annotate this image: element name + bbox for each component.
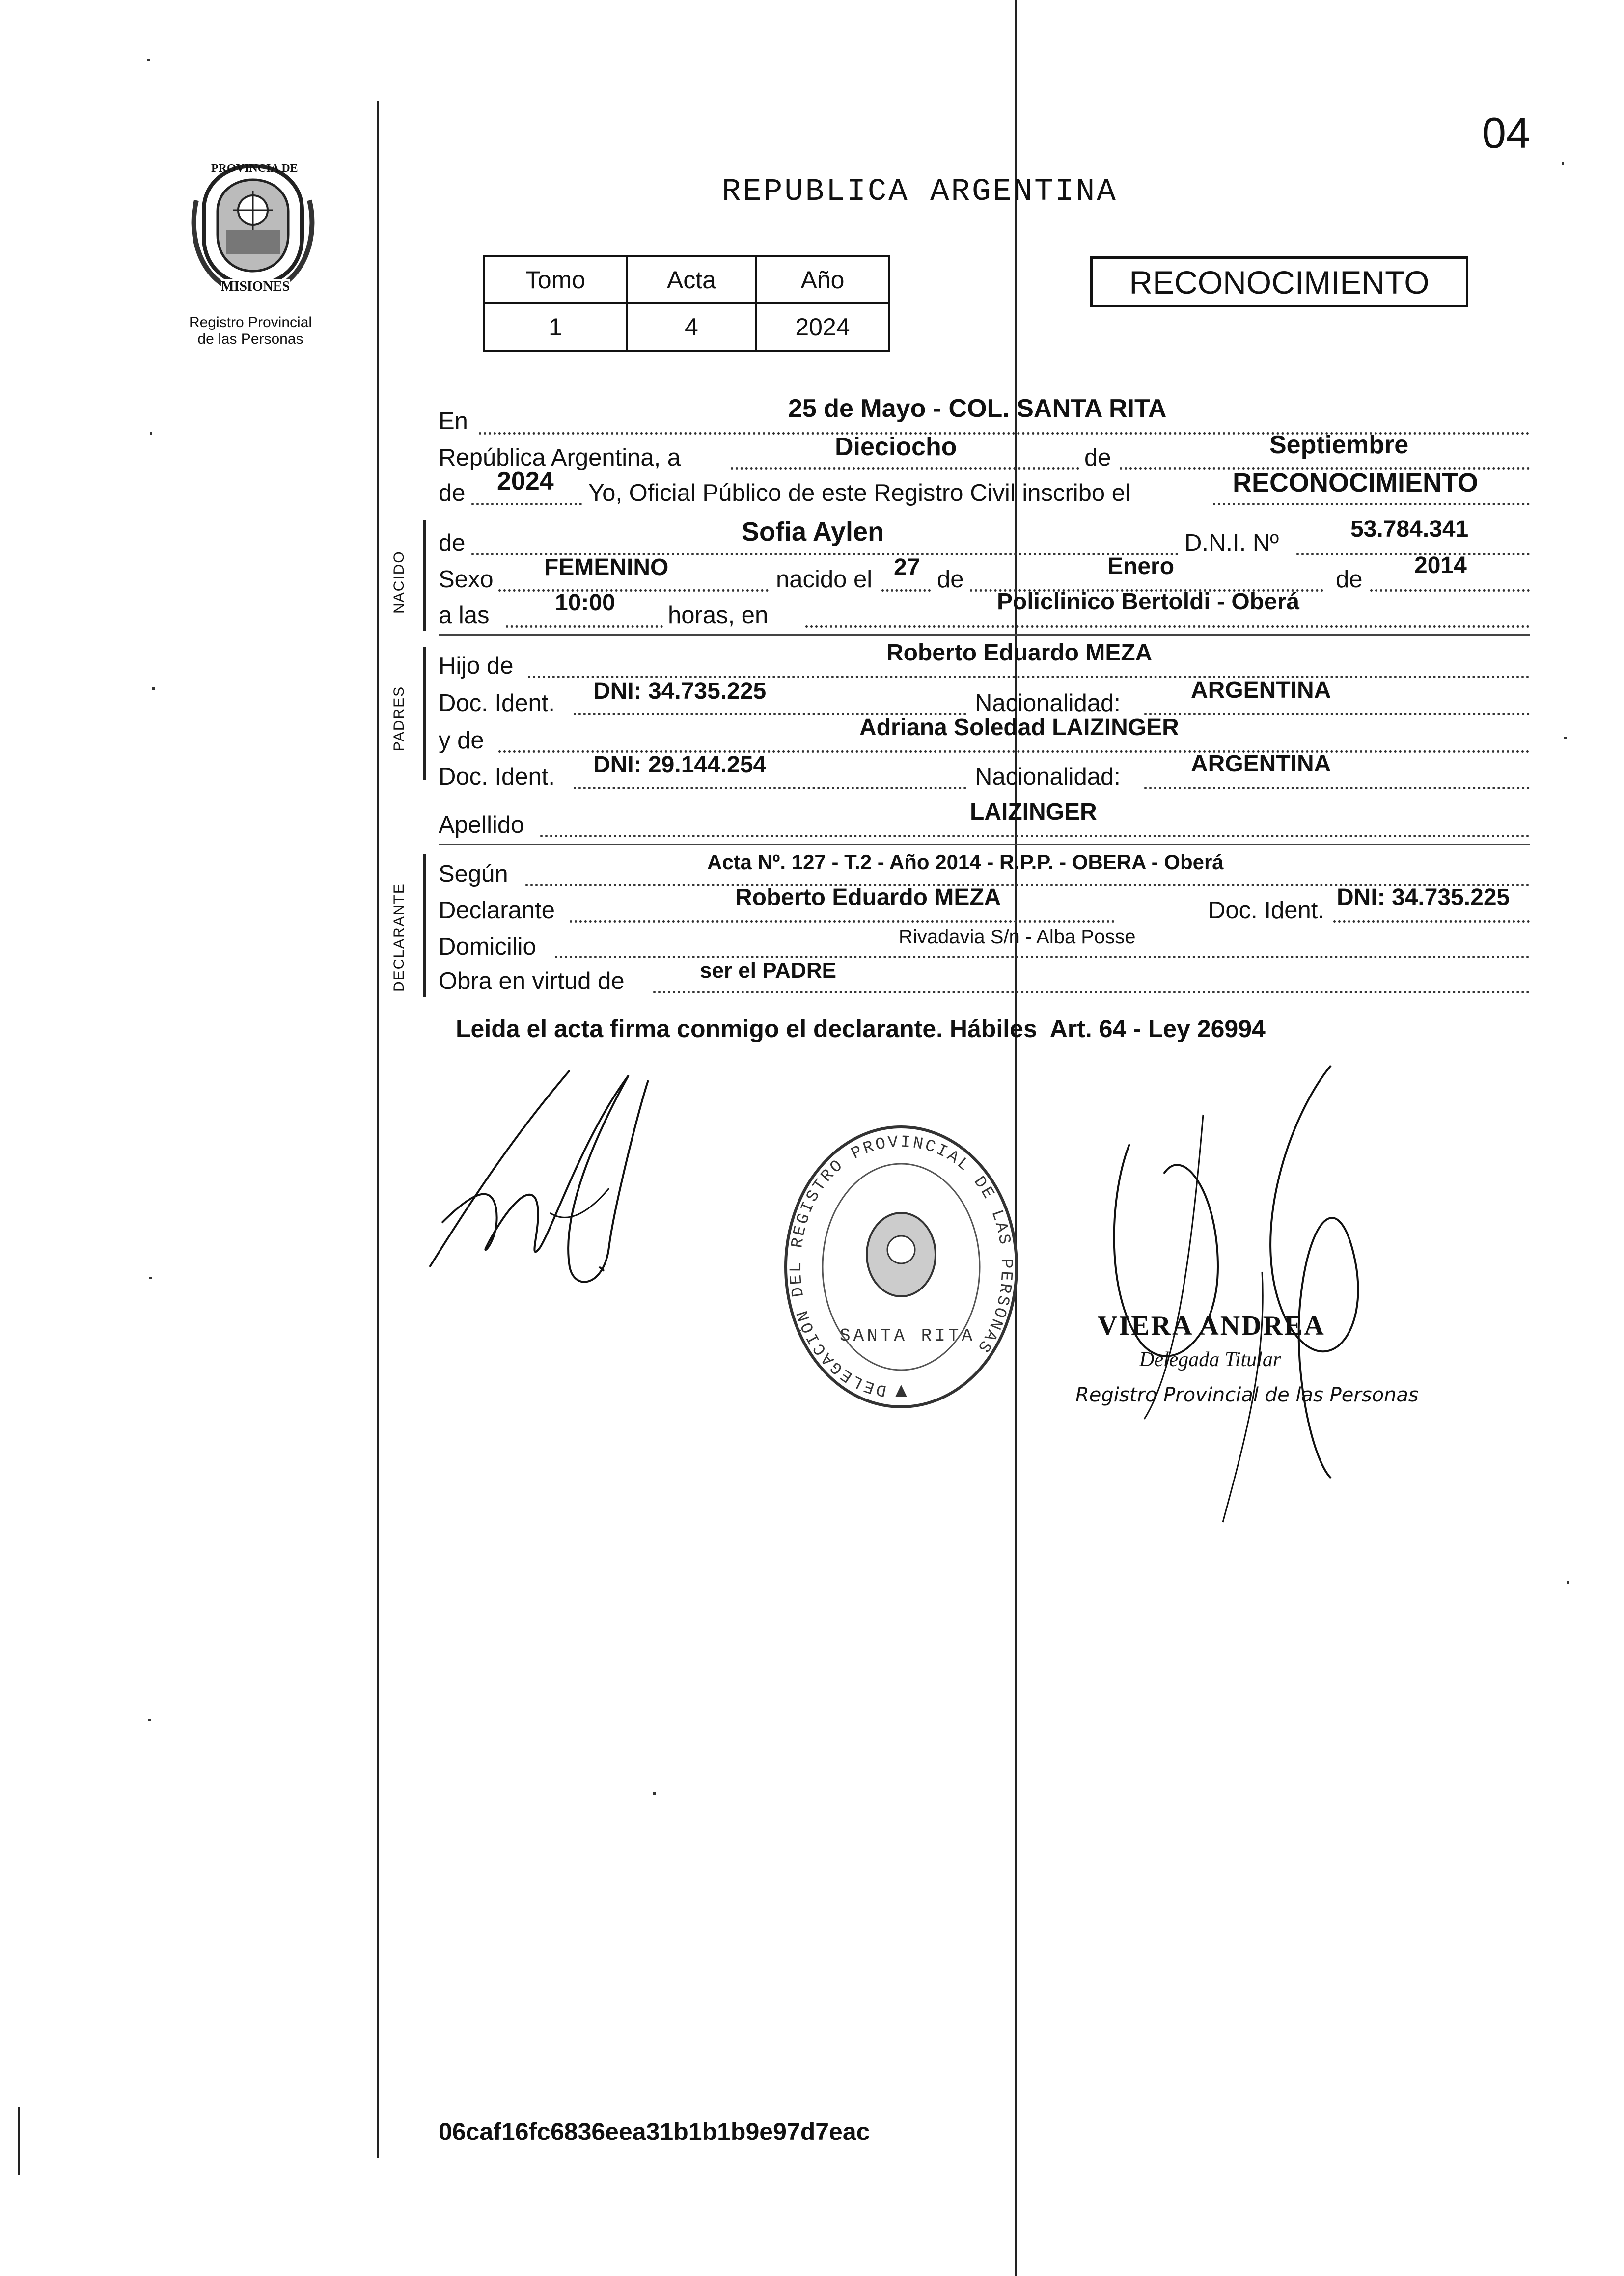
dotted-line <box>574 787 966 789</box>
dotted-line <box>506 625 663 628</box>
de-label: de <box>439 480 466 506</box>
dotted-line <box>805 625 1530 628</box>
domicilio-value: Rivadavia S/n - Alba Posse <box>899 926 1136 948</box>
dotted-line <box>1213 503 1530 505</box>
scan-edge-mark <box>18 2107 20 2175</box>
de-label: de <box>937 566 964 593</box>
left-margin-line <box>377 101 379 2158</box>
section-bar <box>423 647 426 780</box>
mother-name-value: Adriana Soledad LAIZINGER <box>859 714 1179 740</box>
scan-speck <box>1564 737 1567 739</box>
apellido-label: Apellido <box>439 812 524 838</box>
de-label: de <box>1084 444 1111 471</box>
father-nationality-value: ARGENTINA <box>1191 677 1331 703</box>
padres-section-label: PADRES <box>391 686 407 751</box>
table-header-cell: Año <box>756 256 889 303</box>
dotted-line <box>731 467 1079 470</box>
scan-speck <box>148 1719 151 1721</box>
doc-label: Doc. Ident. <box>439 764 555 790</box>
scan-speck <box>152 687 155 690</box>
document-hash: 06caf16fc6836eea31b1b1b9e97d7eac <box>439 2118 870 2145</box>
declarante-doc-value: DNI: 34.735.225 <box>1337 884 1510 910</box>
table-header-cell: Tomo <box>484 256 627 303</box>
country-title: REPUBLICA ARGENTINA <box>722 174 1118 210</box>
sexo-label: Sexo <box>439 566 494 593</box>
registry-label-line2: de las Personas <box>197 331 303 347</box>
nacido-section-label: NACIDO <box>391 550 407 614</box>
province-seal <box>187 156 319 299</box>
scan-speck <box>149 1277 152 1279</box>
dotted-line <box>653 991 1530 993</box>
apellido-value: LAIZINGER <box>970 799 1097 825</box>
seal-top-text: PROVINCIA DE <box>211 162 298 175</box>
section-bar <box>423 520 426 631</box>
child-name-value: Sofia Aylen <box>742 517 884 547</box>
scan-speck <box>1562 162 1564 165</box>
birth-day-value: 27 <box>894 554 920 580</box>
dotted-line <box>471 503 582 505</box>
scan-speck <box>653 1792 656 1795</box>
father-doc-value: DNI: 34.735.225 <box>593 678 767 704</box>
table-value-cell: 2024 <box>756 303 889 351</box>
declarant-signature <box>422 1061 717 1296</box>
official-name: VIERA ANDREA <box>1098 1311 1325 1341</box>
stamp-ring-text: DELEGACIÓN DEL REGISTRO PROVINCIAL DE LAS PERSONAS <box>787 1133 1016 1399</box>
dotted-line <box>540 835 1530 837</box>
scan-speck <box>147 59 150 61</box>
declarante-name-value: Roberto Eduardo MEZA <box>735 884 1001 910</box>
place-value: 25 de Mayo - COL. SANTA RITA <box>788 394 1167 423</box>
birth-month-value: Enero <box>1107 553 1175 579</box>
de-label: de <box>1336 566 1363 593</box>
mother-nationality-value: ARGENTINA <box>1191 751 1331 777</box>
act-type-box <box>1090 256 1468 307</box>
dotted-line <box>881 589 931 592</box>
alas-label: a las <box>439 602 490 629</box>
tomo-acta-ano-table <box>483 255 890 352</box>
table-header-row <box>484 256 889 303</box>
hijo-label: Hijo de <box>439 653 514 679</box>
declarante-label: Declarante <box>439 897 555 924</box>
dotted-line <box>1144 787 1530 789</box>
obra-value: ser el PADRE <box>700 959 836 983</box>
dotted-line <box>498 589 769 592</box>
segun-label: Según <box>439 861 508 887</box>
dotted-line <box>555 956 1530 958</box>
obra-label: Obra en virtud de <box>439 968 625 994</box>
table-header-cell: Acta <box>627 256 756 303</box>
table-value-cell: 1 <box>484 303 627 351</box>
inscribo-text: Yo, Oficial Público de este Registro Civil inscribo el <box>588 480 1130 506</box>
sexo-value: FEMENINO <box>544 554 669 580</box>
inscribo-value: RECONOCIMIENTO <box>1233 468 1479 497</box>
official-title: Delegada Titular <box>1139 1348 1281 1371</box>
mother-doc-value: DNI: 29.144.254 <box>593 752 767 778</box>
yde-label: y de <box>439 727 484 754</box>
dotted-line <box>1144 713 1530 715</box>
dotted-line <box>1296 553 1530 555</box>
en-label: En <box>439 408 468 435</box>
doc-label: Doc. Ident. <box>1208 897 1324 924</box>
table-value-cell: 4 <box>627 303 756 351</box>
year-value: 2024 <box>497 467 554 495</box>
section-bar <box>423 854 426 997</box>
registry-label <box>172 314 329 348</box>
table-value-row <box>484 303 889 351</box>
month-value: Septiembre <box>1269 431 1409 459</box>
republica-label: República Argentina, a <box>439 444 681 471</box>
domicilio-label: Domicilio <box>439 933 536 960</box>
segun-value: Acta Nº. 127 - T.2 - Año 2014 - R.P.P. - OBERA - Oberá <box>707 850 1224 874</box>
declarante-section-label: DECLARANTE <box>391 883 407 992</box>
delegation-stamp <box>778 1120 1024 1424</box>
seal-bottom-text: MISIONES <box>221 279 290 294</box>
dotted-line <box>570 920 1115 923</box>
nacionalidad-label: Nacionalidad: <box>975 764 1121 790</box>
section-separator <box>439 844 1530 845</box>
dotted-line <box>1370 589 1530 592</box>
horas-label: horas, en <box>668 602 769 629</box>
official-office: Registro Provincial de las Personas <box>1075 1384 1419 1406</box>
page-number: 04 <box>1482 109 1530 157</box>
act-type-label: RECONOCIMIENTO <box>1129 264 1430 301</box>
section-separator <box>439 634 1530 636</box>
registry-label-line1: Registro Provincial <box>189 314 312 330</box>
scan-speck <box>150 432 152 435</box>
birth-year-value: 2014 <box>1414 552 1467 578</box>
nacido-label: nacido el <box>776 566 873 593</box>
closing-statement: Leida el acta firma conmigo el declarante. Hábiles Art. 64 - Ley 26994 <box>456 1015 1266 1042</box>
stamp-center-text: SANTA RITA <box>840 1326 976 1346</box>
hour-value: 10:00 <box>555 590 615 616</box>
nacionalidad-label: Nacionalidad: <box>975 690 1121 716</box>
day-value: Dieciocho <box>835 433 957 461</box>
dni-label: D.N.I. Nº <box>1184 530 1279 556</box>
de-label: de <box>439 530 466 556</box>
doc-label: Doc. Ident. <box>439 690 555 716</box>
birth-place-value: Policlinico Bertoldi - Oberá <box>997 589 1300 615</box>
father-name-value: Roberto Eduardo MEZA <box>886 640 1153 666</box>
official-signature <box>1056 1046 1400 1527</box>
scan-speck <box>1567 1581 1569 1584</box>
child-dni-value: 53.784.341 <box>1350 516 1469 542</box>
dotted-line <box>1333 920 1530 923</box>
